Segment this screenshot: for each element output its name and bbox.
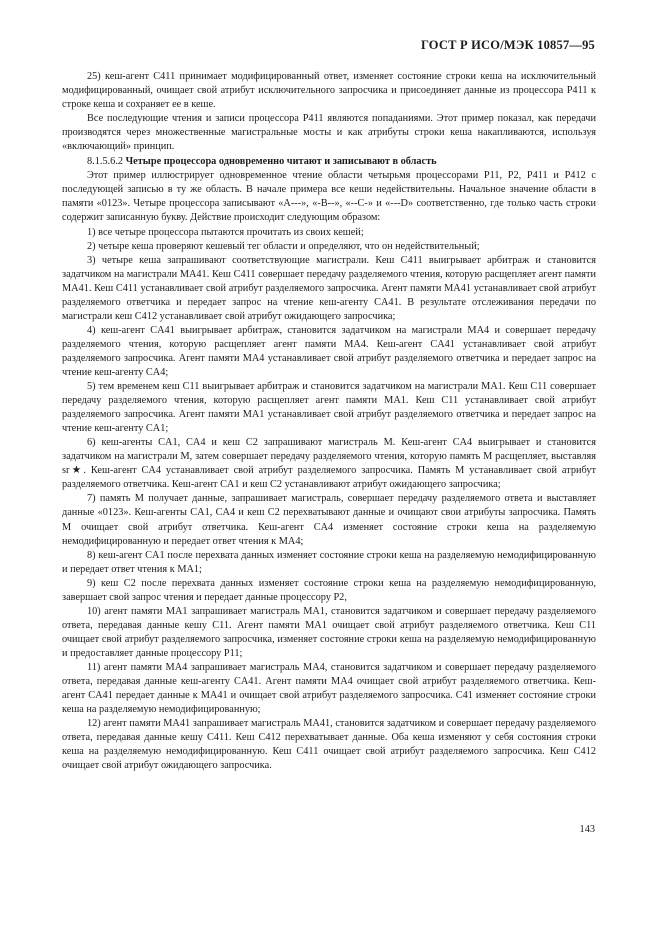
- list-item: 7) память M получает данные, запрашивает магистраль, совершает передачу разделяемого ответа и выставляет данные «0123». Кеш-агенты CA1, CA4 и кеш C2 перехватывают данные и очищают свои атрибуты запросчика. Память M очищает свой атрибут ответчика. Кеш-агент CA4 изменяет состояние строки кеша на разделяемую немодифицированную и передает ответ чтения к MA4;: [62, 493, 596, 547]
- list-item: 8) кеш-агент CA1 после перехвата данных изменяет состояние строки кеша на разделяемую немодифицированную и передает ответ чтения к MA1;: [62, 549, 596, 575]
- list-item: 4) кеш-агент CA41 выигрывает арбитраж, становится задатчиком на магистрали MA4 и совершает передачу разделяемого чтения, которую расщепляет агент памяти MA4. Кеш-агент CA41 устанавливает свой атрибут разделяемого запросчика. Агент памяти MA4 устанавливает свой атрибут разделяемого ответчика и передает запрос на чтение кеш-агенту CA4;: [62, 324, 596, 378]
- list-item: 9) кеш C2 после перехвата данных изменяет состояние строки кеша на разделяемую немодифицированную, завершает свой запрос чтения и передает данные процессору P2,: [62, 577, 596, 603]
- list-item: 3) четыре кеша запрашивают соответствующие магистрали. Кеш C411 выигрывает арбитраж и становится задатчиком на магистрали MA41. Кеш C411 совершает передачу разделяемого чтения, которую расщепляет агент памяти MA41. Кеш C411 устанавливает свой атрибут разделяемого запросчика. Агент памяти MA41 устанавливает свой атрибут разделяемого ответчика и передает запрос на чтение кеш-агенту CA41. В результате отслеживания передачи по магистрали кеш C412 устанавливает свой атрибут ожидающего запросчика;: [62, 254, 596, 322]
- section-heading: [62, 155, 596, 169]
- list-item: 11) агент памяти MA4 запрашивает магистраль MA4, становится задатчиком и совершает передачу разделяемого ответа, передавая данные кеш-агенту CA41. Агент памяти MA4 очищает свой атрибут разделяемого ответчика. Кеш-агент CA41 передает данные к MA41 и очищает свой атрибут разделяемого запросчика. C41 изменяет состояние строки кеша на разделяемую немодифицированную;: [62, 661, 596, 716]
- paragraph: Этот пример иллюстрирует одновременное чтение области четырьмя процессорами P11, P2, P411 и P412 с последующей записью в ту же область. В начале примера все кеши недействительны. Начальное значение области в памяти «0123». Четыре процессора записывают «A---», «-B--», «--C-» и «---D» соответственно, где только часть строки содержит записанную букву. Действие происходит следующим образом:: [62, 170, 596, 224]
- list-item: 10) агент памяти MA1 запрашивает магистраль MA1, становится задатчиком и совершает передачу разделяемого ответа, передавая данные кешу C11. Агент памяти MA1 очищает свой атрибут разделяемого ответчика. Кеш C11 очищает свой атрибут разделяемого запросчика, изменяет состояние строки кеша на разделяемую немодифицированную и предоставляет данные процессору P11;: [62, 605, 596, 659]
- list-item: 12) агент памяти MA41 запрашивает магистраль MA41, становится задатчиком и совершает передачу разделяемого ответа, передавая данные кешу C411. Кеш C412 перехватывает данные. Оба кеша изменяют у себя состояния строки кеша на разделяемую немодифицированную. Кеш C411 очищает свой атрибут разделяемого запросчика. Кеш C412 очищает свой атрибут ожидающего запросчика.: [62, 718, 596, 772]
- list-item: 2) четыре кеша проверяют кешевый тег области и определяют, что он недействительный;: [87, 240, 480, 252]
- section-number: 8.1.5.6.2: [87, 156, 124, 168]
- paragraph: 25) кеш-агент C411 принимает модифицированный ответ, изменяет состояние строки кеша на исключительный модифицированный, очищает свой атрибут исключительного запросчика и присоединяет данные из процессора P411 к строке кеша и сохраняет ее в кеше.: [62, 71, 596, 111]
- list-item: 1) все четыре процессора пытаются прочитать из своих кешей;: [87, 226, 364, 238]
- paragraph: Все последующие чтения и записи процессора P411 являются попаданиями. Этот пример показал, как передачи производятся через множественные магистральные мосты и как атрибуты строки кеша накапливаются, используя «включающий» принцип.: [62, 113, 596, 153]
- list-item: 6) кеш-агенты CA1, CA4 и кеш C2 запрашивают магистраль M. Кеш-агент CA4 выигрывает и становится задатчиком на магистрали M, затем совершает передачу разделяемого чтения, которую память M расщепляет, выставляя sr★. Кеш-агент CA4 устанавливает свой атрибут разделяемого запросчика. Память M устанавливает свой атрибут разделяемого ответчика. Кеш-агент CA1 и кеш C2 устанавливают атрибут ожидающего запросчика;: [62, 437, 596, 491]
- page-number: 143: [579, 824, 595, 835]
- list-item: 5) тем временем кеш C11 выигрывает арбитраж и становится задатчиком на магистрали MA1. Кеш C11 совершает передачу разделяемого чтения, которую расщепляет агент памяти MA1. Кеш C11 устанавливает свой атрибут разделяемого запросчика. Агент памяти MA1 устанавливает свой атрибут разделяемого ответчика и передает запрос на чтение кеш-агенту CA1;: [62, 381, 596, 435]
- document-body: [62, 70, 596, 773]
- section-title: Четыре процессора одновременно читают и записывают в область: [125, 156, 437, 168]
- document-header: ГОСТ Р ИСО/МЭК 10857—95: [420, 38, 595, 52]
